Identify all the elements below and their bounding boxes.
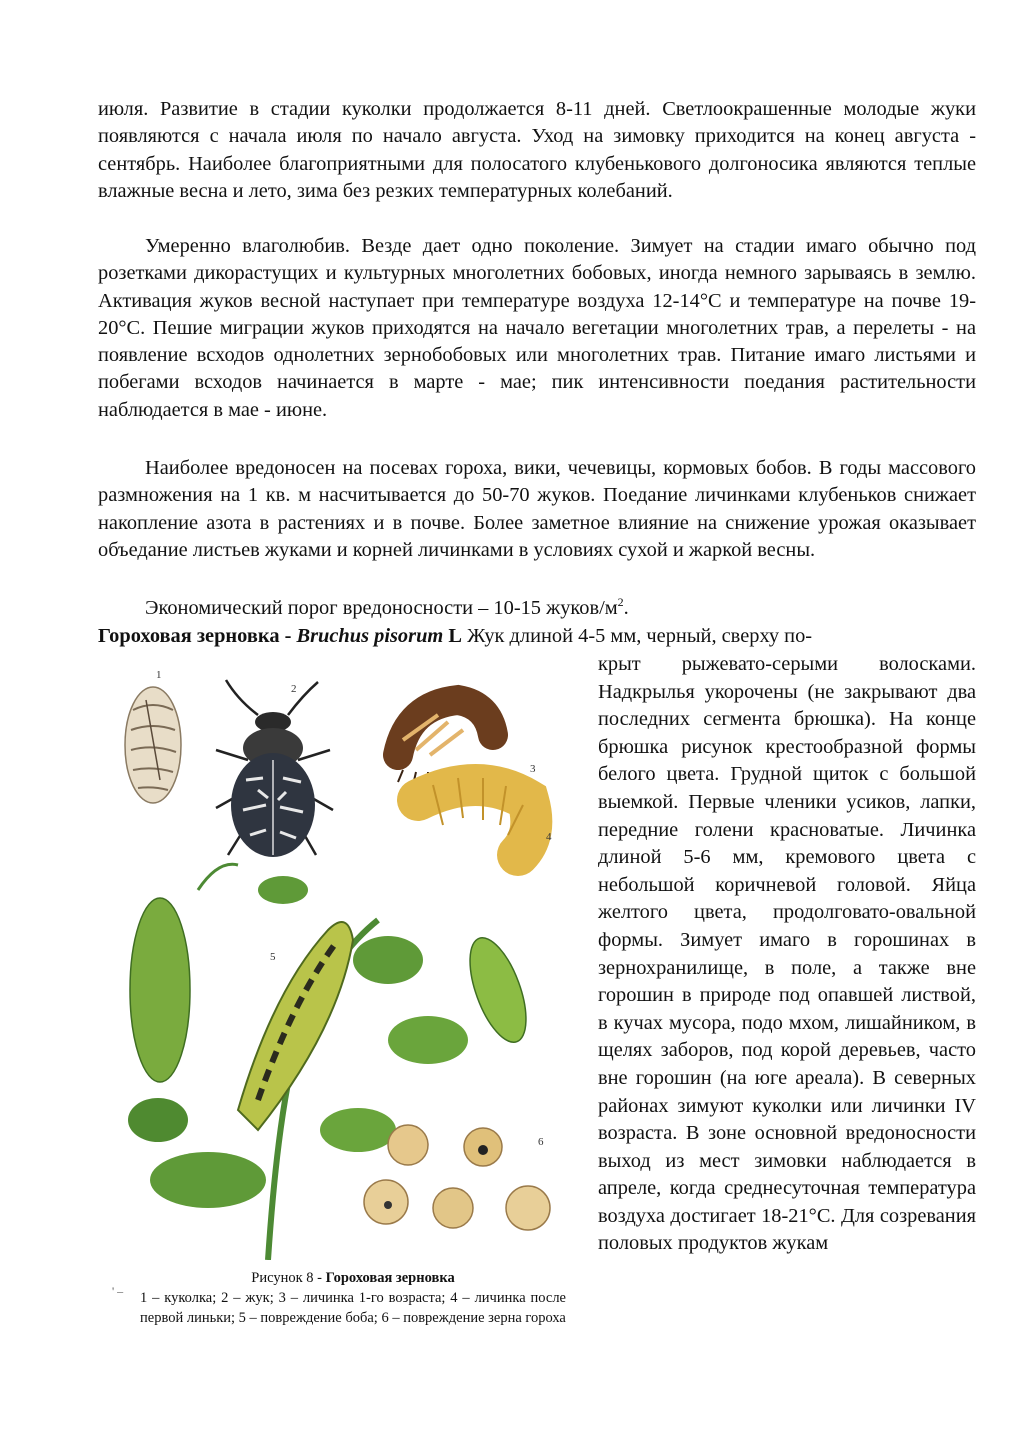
caption-marker: ' – [112, 1284, 124, 1298]
threshold-text: Экономический порог вредоносности – 10-15 жуков/м [145, 597, 618, 619]
pupa-illustration [125, 687, 181, 803]
figure-label-4: 4 [546, 831, 552, 843]
caption-text: 1 – куколка; 2 – жук; 3 – личинка 1-го возраста; 4 – личинка после первой линьки; 5 – повреждение боба; 6 – повреждение зерна гороха [140, 1290, 566, 1326]
section-author: L [443, 625, 462, 647]
paragraph-2: Умеренно влаголюбив. Везде дает одно поколение. Зимует на стадии имаго обычно под розетками дикорастущих и культурных многолетних бобовых, иногда немного зарываясь в землю. Активация жуков весной наступает при температуре воздуха 12-14°С и температуре на почве 19-20°С. Пешие миграции жуков приходятся на начало вегетации многолетних трав, а перелеты - на появление всходов однолетних зернобобовых или многолетних трав. Питание имаго листьями и побегами всходов начинается в марте - мае; пик интенсивности поедания растительности наблюдается в мае - июне. [98, 235, 976, 421]
paragraph-1: июля. Развитие в стадии куколки продолжается 8-11 дней. Светлоокрашенные молодые жуки появляются с начала июля по начало августа. Уход на зимовку приходится на конец августа - сентябрь. Наиболее благоприятными для полосатого клубенькового долгоносика являются теплые влажные весна и лето, зима без резких температурных колебаний. [98, 98, 976, 202]
caption-title-line [140, 1268, 566, 1288]
paragraph-3: Наиболее вредоносен на посевах гороха, вики, чечевицы, кормовых бобов. В годы массового размножения на 1 кв. м насчитывается до 50-70 жуков. Поедание личинками клубеньков снижает накопление азота в растениях и в почве. Более заметное влияние на снижение урожая оказывает объедание листьев жуками и корней личинками в условиях сухой и жаркой весны. [98, 457, 976, 561]
section-intro: Жук длиной 4-5 мм, черный, сверху по- [461, 625, 813, 647]
figure-label-2: 2 [291, 683, 297, 695]
figure-label-5: 5 [270, 951, 276, 963]
section-latin-name: Bruchus pisorum [296, 625, 444, 647]
threshold-superscript: 2 [617, 595, 624, 610]
section-heading [98, 623, 976, 650]
caption-title: Гороховая зерновка [325, 1270, 455, 1286]
figure-label-1: 1 [156, 669, 162, 681]
caption-prefix: Рисунок 8 - [251, 1270, 326, 1286]
threshold-end: . [623, 597, 629, 619]
section-title: Гороховая зерновка - [98, 625, 297, 647]
figure-illustration [98, 660, 568, 1260]
paragraph-threshold [98, 595, 976, 622]
figure-label-6: 6 [538, 1136, 544, 1148]
figure-label-3: 3 [530, 763, 536, 775]
section-body: крыт рыжевато-серыми волосками. Надкрылья укорочены (не закрывают два последних сегмента брюшка). На конце брюшка рисунок крестообразной формы белого цвета. Грудной щиток с большой выемкой. Первые членики усиков, лапки, передние голени красноватые. Личинка длиной 5-6 мм, кремового цвета с небольшой коричневой головой. Яйца желтого цвета, продолговато-овальной формы. Зимует имаго в горошинах в зернохранилище, в поле, а также вне горошин в природе под опавшей листвой, в кучах мусора, подо мхом, лишайником, в щелях заборов, под корой деревьев, часто вне горошин (на юге ареала). В северных районах зимуют куколки или личинки IV возраста. В зоне основной вредоносности выход из мест зимовки наблюдается в апреле, когда среднесуточная температура воздуха достигает 18-21°С. Для созревания половых продуктов жукам [598, 653, 976, 1255]
figure-caption [140, 1268, 566, 1328]
